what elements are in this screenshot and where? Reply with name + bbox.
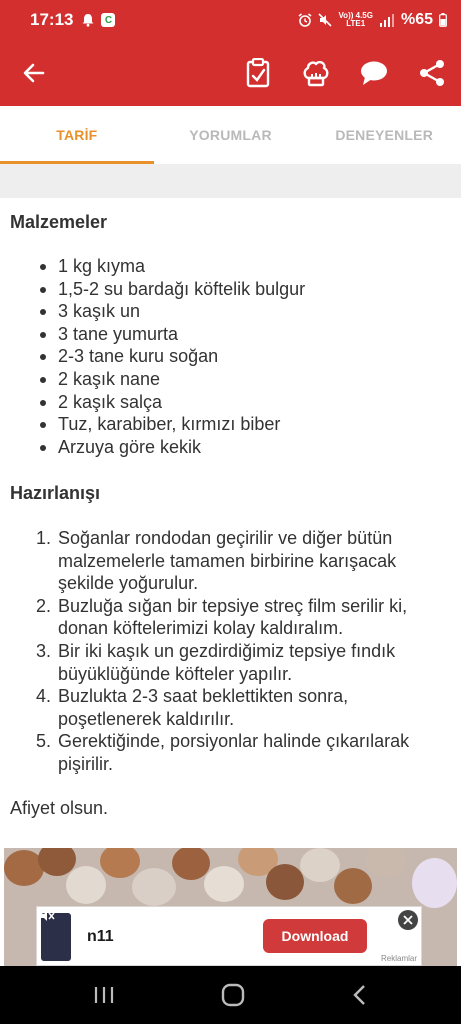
ingredient-item: Tuz, karabiber, kırmızı biber [40, 413, 440, 436]
share-button[interactable] [403, 40, 461, 106]
comment-icon [359, 59, 389, 87]
clipboard-icon [245, 58, 271, 88]
bell-icon [81, 13, 95, 27]
ad-close-button[interactable] [398, 910, 418, 930]
system-nav-bar [0, 966, 461, 1024]
chef-hat-icon [301, 58, 331, 88]
battery-icon [439, 13, 447, 27]
divider-band [0, 164, 461, 198]
ingredients-heading: Malzemeler [10, 212, 108, 232]
recent-apps-icon[interactable] [93, 985, 115, 1005]
ingredient-item: 1 kg kıyma [40, 255, 440, 278]
ingredient-item: 1,5-2 su bardağı köftelik bulgur [40, 278, 440, 301]
recipe-list-button[interactable] [229, 40, 287, 106]
mute-icon [318, 13, 332, 27]
close-icon [403, 915, 413, 925]
network-indicator: Vo)) 4.5G LTE1 [338, 11, 373, 28]
home-icon[interactable] [221, 983, 245, 1007]
status-bar [0, 0, 461, 40]
ad-banner[interactable] [36, 906, 422, 966]
ingredient-item: 3 kaşık un [40, 300, 440, 323]
tab-comments[interactable]: YORUMLAR [189, 127, 272, 143]
preparation-steps [36, 527, 446, 776]
battery-level: %65 [400, 11, 433, 28]
signal-icon [379, 14, 395, 27]
app-bar [0, 40, 461, 106]
ingredient-item: 2-3 tane kuru soğan [40, 345, 440, 368]
step-item: 3. Bir iki kaşık un gezdirdiğimiz tepsiye fındık büyüklüğünde köfteler yapılır. [36, 640, 396, 684]
chef-button[interactable] [287, 40, 345, 106]
ad-label: Reklamlar [380, 954, 417, 963]
closing-text: Afiyet olsun. [10, 798, 109, 818]
status-time: 17:13 [30, 10, 74, 29]
back-button[interactable] [0, 40, 68, 106]
ad-brand-name: n11 [87, 928, 114, 945]
comments-button[interactable] [345, 40, 403, 106]
ingredient-item: Arzuya göre kekik [40, 436, 440, 459]
ingredient-item: 2 kaşık nane [40, 368, 440, 391]
step-item: 2. Buzluğa sığan bir tepsiye streç film serilir ki, donan köftelerimizi kolay kaldıralım. [36, 595, 408, 639]
preparation-heading: Hazırlanışı [10, 483, 101, 503]
tab-recipe[interactable]: TARİF [0, 106, 154, 164]
arrow-left-icon [23, 62, 45, 84]
step-item: 1. Soğanlar rondodan geçirilir ve diğer bütün malzemelerle tamamen birbirine karışacak şekilde yoğurulur. [36, 528, 397, 594]
ingredient-item: 2 kaşık salça [40, 391, 440, 414]
tab-tried[interactable]: DENEYENLER [335, 127, 434, 143]
app-notification-icon: C [101, 13, 115, 27]
ingredient-item: 3 tane yumurta [40, 323, 440, 346]
alarm-icon [298, 13, 312, 27]
ingredients-list [40, 255, 440, 458]
step-item: 4. Buzlukta 2-3 saat beklettikten sonra, poşetlenerek kaldırılır. [36, 686, 349, 729]
step-item: 5. Gerektiğinde, porsiyonlar halinde çıkarılarak pişirilir. [36, 731, 410, 774]
ad-mute-icon[interactable] [40, 909, 56, 923]
share-icon [418, 59, 446, 87]
back-nav-icon[interactable] [352, 984, 368, 1006]
ad-download-button[interactable]: Download [263, 919, 367, 953]
tab-bar [0, 106, 461, 164]
